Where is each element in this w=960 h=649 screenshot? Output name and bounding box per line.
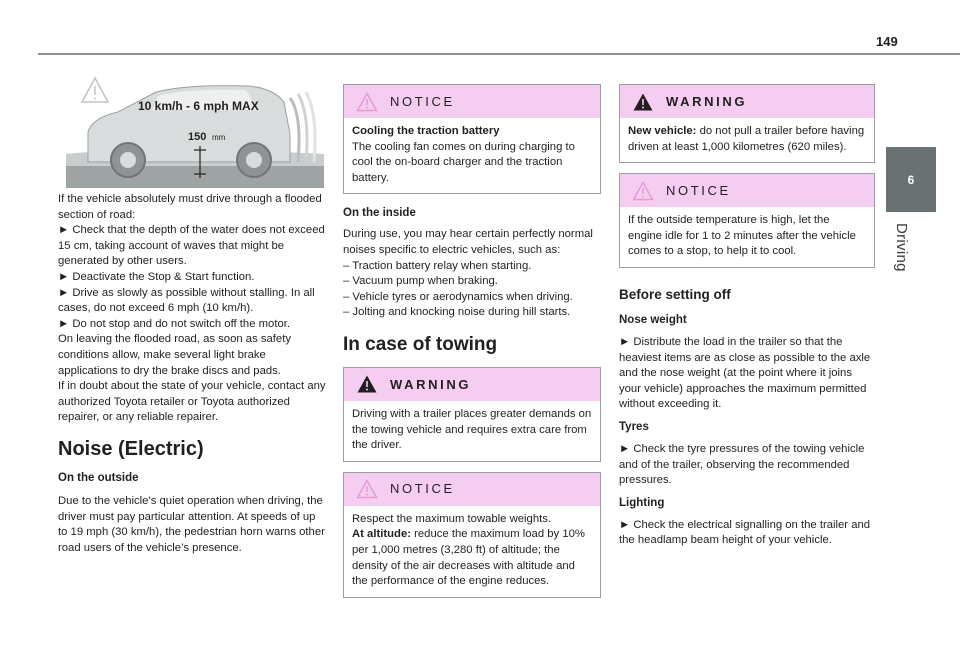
inside-heading: On the inside xyxy=(343,207,416,220)
column-right xyxy=(619,84,875,549)
outside-heading: On the outside xyxy=(58,471,139,484)
flood-intro: If the vehicle absolutely must drive through a flooded section of road: xyxy=(58,193,322,221)
notice-text: reduce the maximum load by 10% per 1,000 metres (3,280 ft) of altitude; the density of the air decreases with altitude and the performance of the engine reduces. xyxy=(352,528,585,588)
inside-text: During use, you may hear certain perfectly normal noises specific to electric vehicles, such as: xyxy=(343,228,593,256)
page-number: 149 xyxy=(876,34,898,49)
notice-text: The cooling fan comes on during charging to cool the on-board charger and the traction battery. xyxy=(352,140,575,184)
notice-box xyxy=(343,472,601,598)
warning-text: Driving with a trailer places greater demands on the towing vehicle and requires extra care from the driver. xyxy=(352,407,592,452)
notice-title: NOTICE xyxy=(390,93,455,109)
tyres-heading: Tyres xyxy=(619,420,649,433)
notice-box xyxy=(619,173,875,268)
lighting-heading: Lighting xyxy=(619,496,665,509)
chapter-number: 6 xyxy=(907,172,915,187)
depth-value: 150 xyxy=(188,131,207,143)
tyres-text: ► Check the tyre pressures of the towing vehicle and of the trailer, observing the recommended pressures. xyxy=(619,442,865,487)
chapter-tab[interactable] xyxy=(886,147,936,212)
notice-line: Respect the maximum towable weights. xyxy=(352,512,552,525)
flood-step: ► Deactivate the Stop & Start function. xyxy=(58,270,255,283)
notice-triangle-icon xyxy=(632,181,654,201)
noise-heading: Noise (Electric) xyxy=(58,437,204,460)
warning-bold-lead: New vehicle: xyxy=(628,125,697,137)
inside-item: – Vacuum pump when braking. xyxy=(343,275,498,288)
notice-bold-line: Cooling the traction battery xyxy=(352,125,500,137)
chapter-label: Driving xyxy=(893,223,910,272)
flood-step: ► Do not stop and do not switch off the motor. xyxy=(58,317,291,330)
inside-item: – Jolting and knocking noise during hill starts. xyxy=(343,306,571,319)
column-left xyxy=(58,192,328,556)
column-middle xyxy=(343,84,601,598)
depth-unit: mm xyxy=(212,133,226,142)
notice-triangle-icon xyxy=(356,479,378,499)
notice-title: NOTICE xyxy=(390,481,455,497)
warning-triangle-icon xyxy=(632,92,654,112)
warning-text: do not pull a trailer before having driven at least 1,000 kilometres (620 miles). xyxy=(628,125,865,153)
flooded-road-illustration xyxy=(58,74,324,188)
warning-title: WARNING xyxy=(390,376,472,392)
warning-box xyxy=(619,84,875,163)
inside-item: – Vehicle tyres or aerodynamics when driving. xyxy=(343,290,573,303)
notice-triangle-icon xyxy=(356,92,378,112)
towing-heading: In case of towing xyxy=(343,333,498,355)
warning-title: WARNING xyxy=(666,93,748,109)
before-heading: Before setting off xyxy=(619,286,731,302)
flood-step: ► Drive as slowly as possible without stalling. In all cases, do not exceed 6 mph (10 km/h). xyxy=(58,286,315,315)
warning-box xyxy=(343,367,601,462)
notice-title: NOTICE xyxy=(666,182,731,198)
nose-heading: Nose weight xyxy=(619,313,687,326)
warning-triangle-icon xyxy=(356,374,378,394)
inside-item: – Traction battery relay when starting. xyxy=(343,259,532,272)
flood-doubt: If in doubt about the state of your vehicle, contact any authorized Toyota retailer or Toyota authorized repairer, or any reliable repairer. xyxy=(58,380,326,424)
flood-after: On leaving the flooded road, as soon as safety conditions allow, make several light brake applications to dry the brake discs and pads. xyxy=(58,333,291,377)
notice-box xyxy=(343,84,601,194)
lighting-text: ► Check the electrical signalling on the trailer and the headlamp beam height of your vehicle. xyxy=(619,518,871,547)
speed-label: 10 km/h - 6 mph MAX xyxy=(138,99,259,113)
nose-text: ► Distribute the load in the trailer so that the heaviest items are as close as possible to the axle and the nose weight (at the point where it joins your vehicle) approaches the maximum permitted without exceeding it. xyxy=(619,335,871,411)
notice-bold-lead: At altitude: xyxy=(352,528,411,541)
outside-text: Due to the vehicle’s quiet operation when driving, the driver must pay particular attention. At speeds of up to 19 mph (30 km/h), the pedestrian horn warns other road users of the vehicle’s presence. xyxy=(58,494,325,554)
flood-step: ► Check that the depth of the water does not exceed 15 cm, taking account of waves that might be generated by other users. xyxy=(58,224,325,268)
header-rule xyxy=(38,53,960,55)
notice-text: If the outside temperature is high, let the engine idle for 1 to 2 minutes after the vehicle comes to a stop, to help it to cool. xyxy=(628,214,856,258)
